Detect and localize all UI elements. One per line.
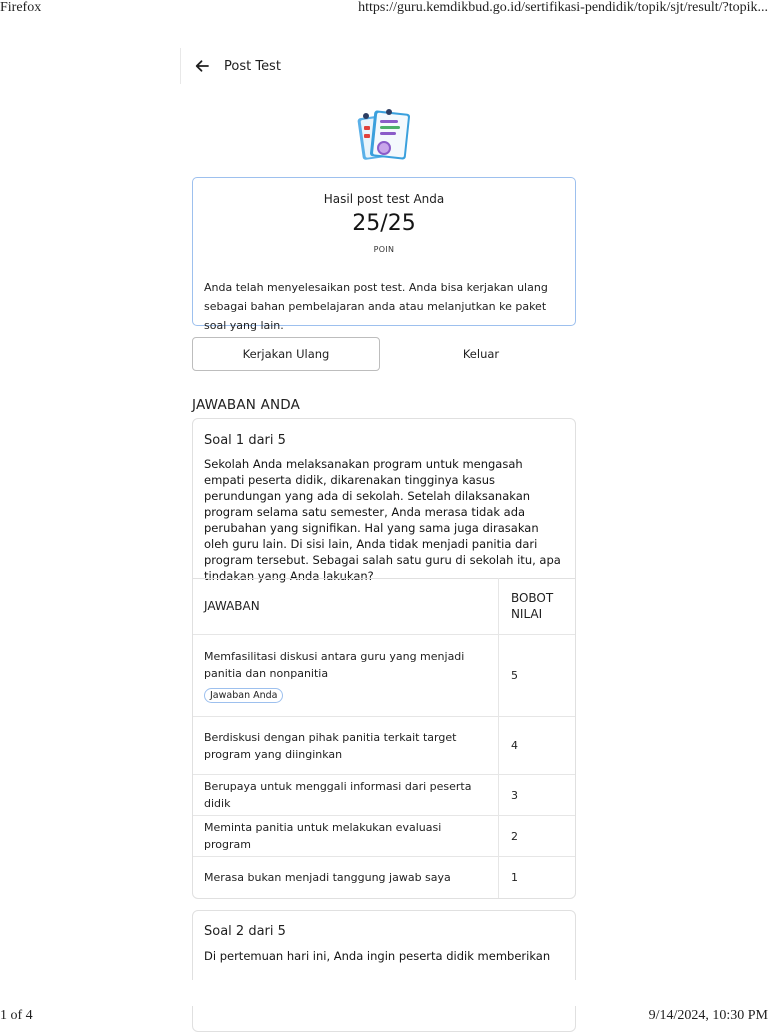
answer-weight: 1 bbox=[510, 870, 518, 884]
answer-table-header bbox=[193, 578, 575, 635]
answer-option-text: Berdiskusi dengan pihak panitia terkait target program yang diinginkan bbox=[204, 730, 457, 761]
result-description: Anda telah menyelesaikan post test. Anda bisa kerjakan ulang sebagai bahan pembelajaran anda atau melanjutkan ke paket soal yang lain. bbox=[204, 281, 548, 332]
question-number: Soal 1 dari 5 bbox=[204, 433, 286, 448]
question-text: Di pertemuan hari ini, Anda ingin peserta didik memberikan bbox=[204, 949, 551, 963]
question-card bbox=[192, 910, 576, 1032]
answer-option-text: Meminta panitia untuk melakukan evaluasi program bbox=[204, 821, 442, 851]
table-row bbox=[193, 635, 575, 717]
answer-table bbox=[193, 578, 575, 898]
answers-heading: JAWABAN ANDA bbox=[192, 397, 301, 413]
question-text: Sekolah Anda melaksanakan program untuk mengasah empati peserta didik, dikarenakan tingginya kasus perundungan yang ada di sekolah. Setelah dilaksanakan program selama satu semester, Anda merasa tidak ada perubahan yang signifikan. Hal yang sama juga dirasakan oleh guru lain. Di sisi lain, Anda tidak menjadi panitia dari program tersebut. Sebagai salah satu guru di sekolah itu, apa tindakan yang Anda lakukan? bbox=[204, 457, 561, 583]
table-row bbox=[193, 717, 575, 775]
print-page-indicator: 1 of 4 bbox=[0, 1008, 33, 1023]
column-header-answer: JAWABAN bbox=[193, 578, 498, 635]
answer-cell bbox=[193, 717, 498, 775]
answer-weight: 2 bbox=[498, 816, 575, 857]
table-row bbox=[193, 816, 575, 857]
retry-button[interactable]: Kerjakan Ulang bbox=[192, 337, 380, 371]
result-card bbox=[192, 177, 576, 332]
answer-weight: 4 bbox=[498, 717, 575, 775]
answer-cell bbox=[193, 775, 498, 816]
question-card bbox=[192, 418, 576, 899]
page-break-mask bbox=[0, 980, 768, 1006]
print-url: https://guru.kemdikbud.go.id/sertifikasi-pendidik/topik/sjt/result/?topik... bbox=[358, 0, 768, 15]
answer-weight: 5 bbox=[498, 635, 575, 717]
answer-weight: 3 bbox=[498, 775, 575, 816]
question-number: Soal 2 dari 5 bbox=[204, 924, 286, 939]
arrow-left-icon[interactable] bbox=[193, 57, 211, 75]
answer-cell bbox=[193, 816, 498, 857]
print-browser-name: Firefox bbox=[0, 0, 42, 15]
answer-cell bbox=[193, 635, 498, 717]
your-answer-badge: Jawaban Anda bbox=[204, 688, 283, 703]
table-row bbox=[193, 775, 575, 816]
score-unit: POIN bbox=[373, 245, 395, 254]
table-row bbox=[193, 857, 575, 898]
score-value: 25/25 bbox=[352, 211, 416, 236]
column-header-weight: BOBOT NILAI bbox=[498, 578, 575, 635]
page-title: Post Test bbox=[224, 59, 281, 74]
answer-option-text: Berupaya untuk menggali informasi dari peserta didik bbox=[204, 780, 472, 810]
top-bar bbox=[180, 48, 577, 84]
answer-cell bbox=[193, 857, 498, 898]
test-documents-icon bbox=[356, 108, 414, 166]
result-label: Hasil post test Anda bbox=[323, 192, 445, 206]
answer-option-text: Memfasilitasi diskusi antara guru yang menjadi panitia dan nonpanitia bbox=[204, 650, 465, 680]
print-timestamp: 9/14/2024, 10:30 PM bbox=[648, 1008, 768, 1023]
answer-option-text: Merasa bukan menjadi tanggung jawab saya bbox=[204, 870, 451, 884]
exit-button[interactable]: Keluar bbox=[386, 337, 576, 371]
